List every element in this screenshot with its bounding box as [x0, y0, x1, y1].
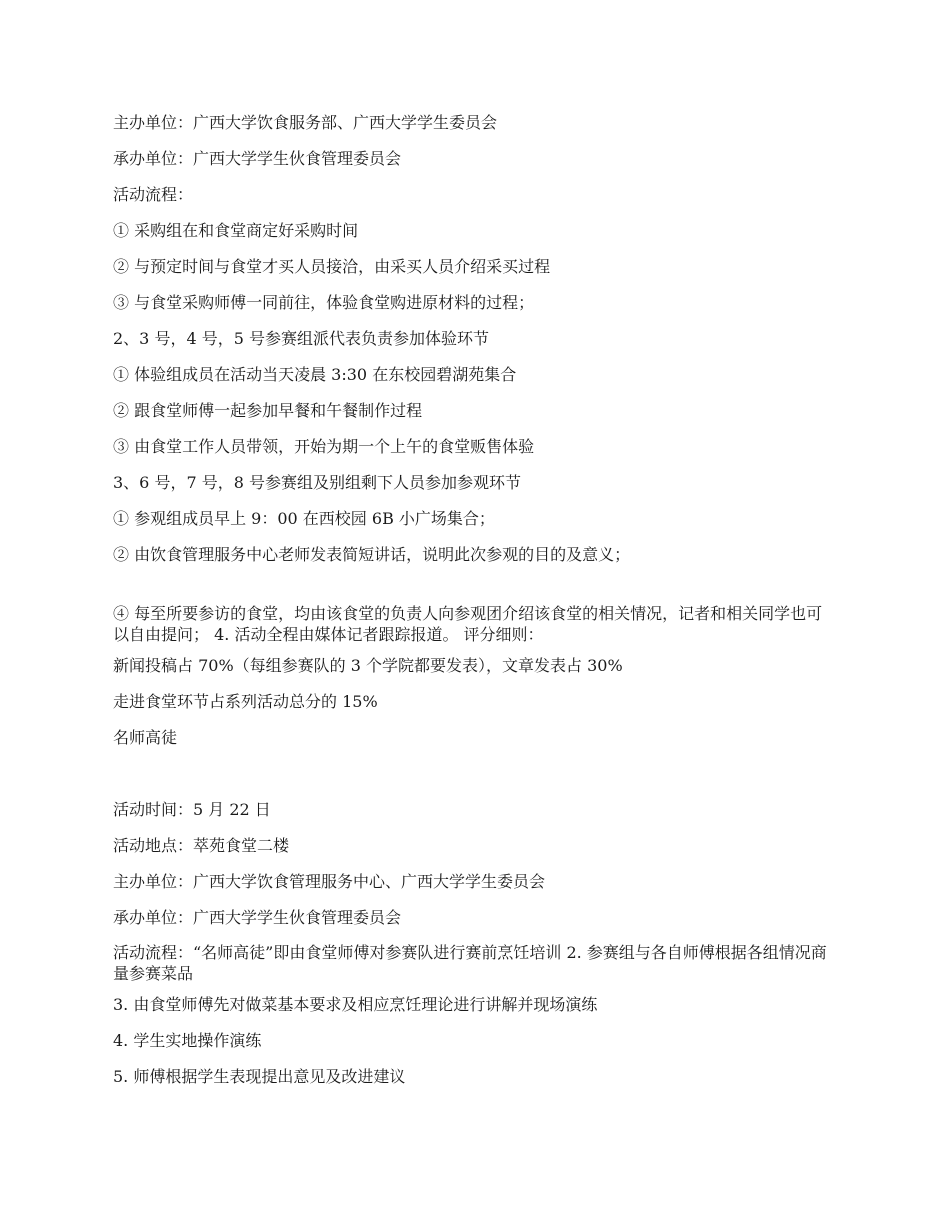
procurement-step-1: ① 采购组在和食堂商定好采购时间: [113, 221, 359, 240]
experience-step-3: ③ 由食堂工作人员带领，开始为期一个上午的食堂贩售体验: [113, 437, 535, 456]
experience-group-heading: 2、3 号，4 号，5 号参赛组派代表负责参加体验环节: [113, 329, 489, 348]
process-heading: 活动流程：: [113, 185, 194, 204]
organizer-line-2: 主办单位：广西大学饮食管理服务中心、广西大学学生委员会: [113, 872, 546, 891]
event-location-line: 活动地点：萃苑食堂二楼: [113, 836, 290, 855]
visit-step-1: ① 参观组成员早上 9：00 在西校园 6B 小广场集合；: [113, 509, 495, 528]
process-step-5: 5. 师傅根据学生表现提出意见及改进建议: [113, 1067, 406, 1086]
co-organizer-line: 承办单位：广西大学学生伙食管理委员会: [113, 149, 402, 168]
process-step-4: 4. 学生实地操作演练: [113, 1031, 262, 1050]
process-step-3: 3. 由食堂师傅先对做菜基本要求及相应烹饪理论进行讲解并现场演练: [113, 995, 598, 1014]
section-title-mingshi-gaotu: 名师高徒: [113, 728, 178, 747]
scoring-line-2: 走进食堂环节占系列活动总分的 15%: [113, 692, 378, 711]
visit-step-4-and-scoring: ④ 每至所要参访的食堂，均由该食堂的负责人向参观团介绍该食堂的相关情况，记者和相关同学也可以自由提问； 4. 活动全程由媒体记者跟踪报道。 评分细则：: [113, 604, 823, 644]
process-description: 活动流程：“名师高徒”即由食堂师傅对参赛队进行赛前烹饪培训 2. 参赛组与各自师傅根据各组情况商量参赛菜品: [113, 943, 827, 983]
visit-step-2: ② 由饮食管理服务中心老师发表简短讲话，说明此次参观的目的及意义；: [113, 545, 631, 564]
organizer-line: 主办单位：广西大学饮食服务部、广西大学学生委员会: [113, 113, 498, 132]
scoring-line-1: 新闻投稿占 70%（每组参赛队的 3 个学院都要发表），文章发表占 30%: [113, 656, 623, 675]
experience-step-2: ② 跟食堂师傅一起参加早餐和午餐制作过程: [113, 401, 423, 420]
co-organizer-line-2: 承办单位：广西大学学生伙食管理委员会: [113, 908, 402, 927]
spacer: [113, 579, 833, 603]
experience-step-1: ① 体验组成员在活动当天凌晨 3:30 在东校园碧湖苑集合: [113, 365, 517, 384]
procurement-step-3: ③ 与食堂采购师傅一同前往，体验食堂购进原材料的过程；: [113, 293, 535, 312]
spacer: [113, 762, 833, 798]
document-body: [113, 111, 833, 1101]
event-time-line: 活动时间：5 月 22 日: [113, 800, 271, 819]
procurement-step-2: ② 与预定时间与食堂才买人员接洽，由采买人员介绍采买过程: [113, 257, 551, 276]
visit-group-heading: 3、6 号，7 号，8 号参赛组及别组剩下人员参加参观环节: [113, 473, 521, 492]
